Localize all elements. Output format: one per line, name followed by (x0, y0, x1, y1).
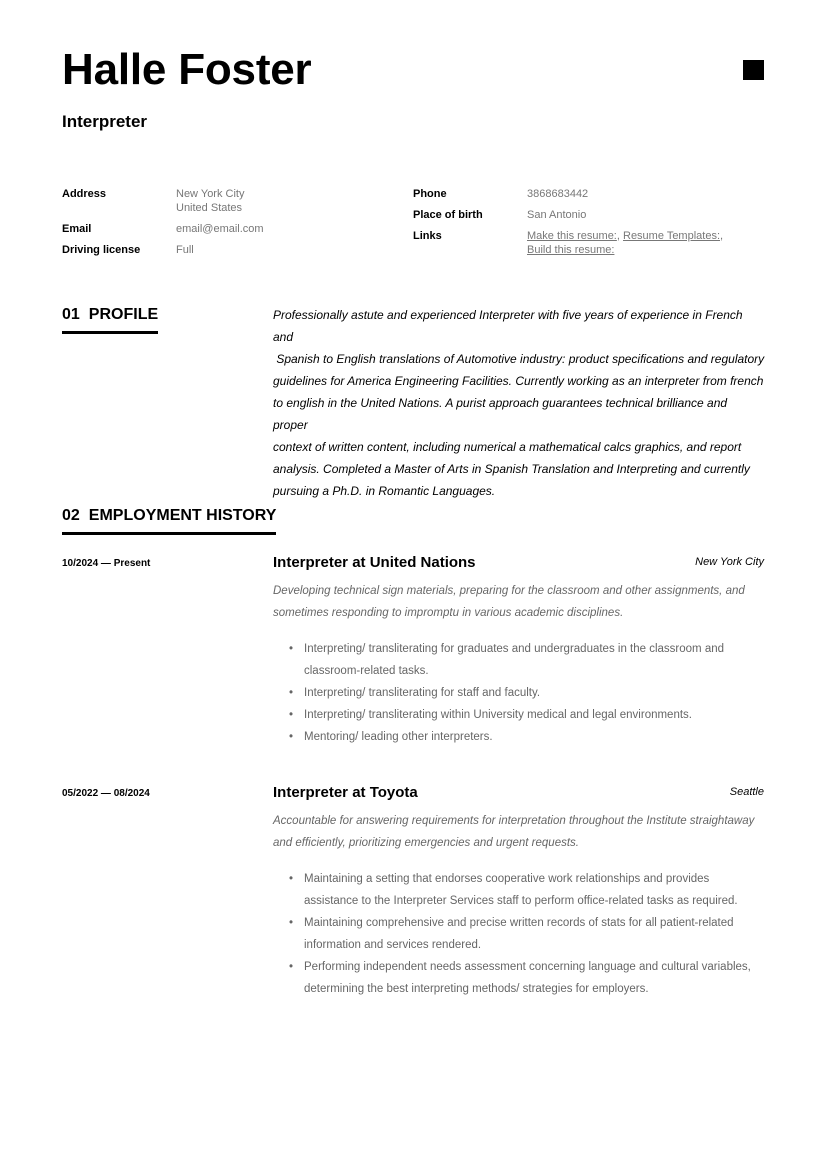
job-bullet: • Interpreting/ transliterating for staff and faculty. (289, 682, 764, 704)
email-row (62, 222, 264, 236)
email-value: email@email.com (176, 223, 264, 235)
email-label: Email (62, 223, 92, 235)
address-line: New York City (176, 188, 245, 200)
personal-details-left (62, 187, 264, 264)
job-bullets (289, 868, 764, 1000)
job-location: New York City (695, 556, 764, 568)
job-description-line: Accountable for answering requirements for interpretation throughout the Institute straightaway (273, 815, 755, 827)
job-bullet (289, 868, 764, 912)
job-description (273, 810, 764, 854)
build-resume-link[interactable]: Build this resume: (527, 244, 615, 256)
birth-label: Place of birth (413, 209, 483, 221)
profile-heading (62, 305, 158, 334)
profile-text (273, 304, 765, 502)
job-entry-title: Interpreter at Toyota (273, 784, 418, 801)
job-description (273, 580, 764, 624)
section-title: PROFILE (88, 306, 159, 323)
personal-details-right (413, 187, 723, 264)
job-bullet-line: • Maintaining a setting that endorses cooperative work relationships and provides (304, 873, 710, 885)
address-label: Address (62, 188, 107, 200)
decorative-square (743, 60, 764, 80)
profile-line: analysis. Completed a Master of Arts in Spanish Translation and Interpreting and currently (273, 462, 750, 476)
job-bullet (289, 638, 764, 682)
driving-license-label: Driving license (62, 244, 141, 256)
profile-line: Professionally astute and experienced Interpreter with five years of experience in French and (273, 308, 743, 344)
job-bullet (289, 956, 764, 1000)
phone-row (413, 187, 723, 201)
profile-line: context of written content, including numerical a mathematical calcs graphics, and report (273, 440, 742, 454)
job-date: 10/2024 — Present (62, 558, 151, 569)
job-bullet-line: • Interpreting/ transliterating for graduates and undergraduates in the classroom and (304, 643, 725, 655)
job-bullet-line: assistance to the Interpreter Services staff to perform office-related tasks as required. (304, 895, 738, 907)
address-row (62, 187, 264, 215)
job-bullet-line: classroom-related tasks. (304, 665, 429, 677)
links-label: Links (413, 230, 442, 242)
job-bullet-line: determining the best interpreting methods/ strategies for employers. (304, 983, 649, 995)
section-title: EMPLOYMENT HISTORY (88, 507, 277, 524)
job-bullet-line: • Maintaining comprehensive and precise written records of stats for all patient-related (304, 917, 734, 929)
job-bullets (289, 638, 764, 748)
job-bullet-line: • Performing independent needs assessment concerning language and cultural variables, (304, 961, 751, 973)
make-resume-link[interactable]: Make this resume: (527, 230, 617, 242)
job-bullet: • Mentoring/ leading other interpreters. (289, 726, 764, 748)
profile-line: guidelines for America Engineering Facilities. Currently working as an interpreter from french (273, 374, 764, 388)
job-entry (62, 784, 764, 1004)
resume-templates-link[interactable]: Resume Templates: (623, 230, 721, 242)
job-description-line: and efficiently, prioritizing emergencies and urgent requests. (273, 837, 579, 849)
job-description-line: sometimes responding to impromptu in various academic disciplines. (273, 607, 624, 619)
job-entry (62, 554, 764, 754)
address-value (176, 187, 244, 215)
address-line: United States (176, 202, 243, 214)
job-bullet (289, 912, 764, 956)
job-title: Interpreter (62, 112, 148, 131)
employment-heading (62, 506, 276, 535)
phone-value: 3868683442 (527, 188, 589, 200)
profile-line: pursuing a Ph.D. in Romantic Languages. (273, 484, 496, 498)
driving-license-value: Full (176, 244, 194, 256)
birth-row (413, 208, 723, 222)
links-row (413, 229, 723, 257)
driving-license-row (62, 243, 264, 257)
job-date: 05/2022 — 08/2024 (62, 788, 150, 799)
job-bullet: • Interpreting/ transliterating within University medical and legal environments. (289, 704, 764, 726)
section-number: 01 (62, 306, 80, 323)
job-entry-title: Interpreter at United Nations (273, 554, 476, 571)
job-bullet-line: information and services rendered. (304, 939, 482, 951)
job-description-line: Developing technical sign materials, preparing for the classroom and other assignments, and (273, 585, 745, 597)
birth-value: San Antonio (527, 209, 587, 221)
links-value: Make this resume:, Resume Templates:, Build this resume: (527, 230, 724, 256)
profile-line: to english in the United Nations. A purist approach guarantees technical brilliance and proper (273, 396, 728, 432)
section-number: 02 (62, 507, 80, 524)
profile-line: Spanish to English translations of Automotive industry: product specifications and regulatory (273, 352, 765, 366)
resume-name: Halle Foster (62, 45, 312, 94)
job-location: Seattle (729, 786, 764, 798)
phone-label: Phone (413, 188, 447, 200)
